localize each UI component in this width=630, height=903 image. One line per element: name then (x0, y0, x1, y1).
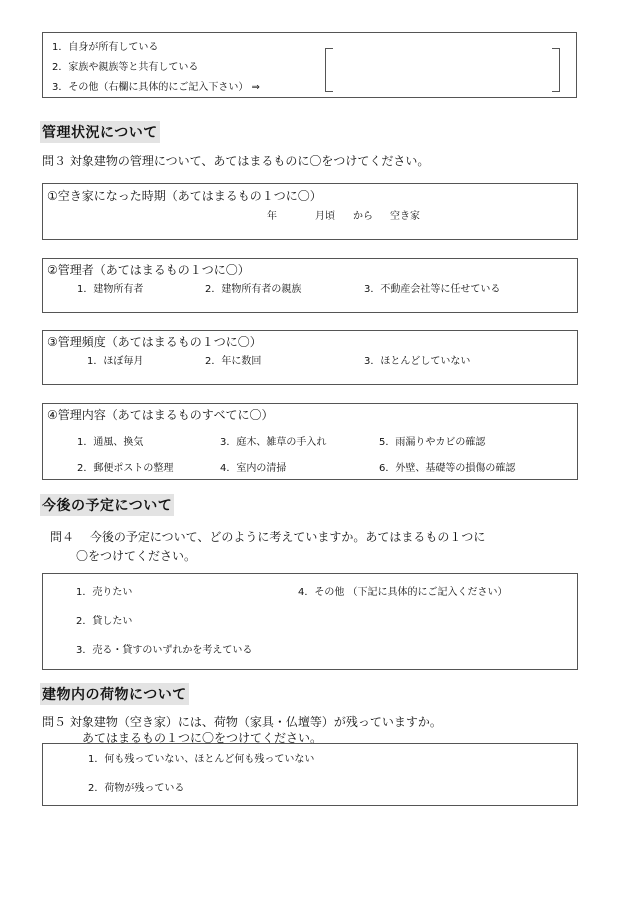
future-section-title: 今後の予定について (40, 494, 174, 516)
frequency-option-2[interactable]: 2．年に数回 (205, 356, 262, 367)
vacancy-from-label: から (353, 211, 373, 222)
vacancy-month-label: 月頃 (315, 211, 335, 222)
question-5-line-1: 問５ 対象建物（空き家）には、荷物（家具・仏壇等）が残っていますか。 (42, 715, 442, 729)
vacancy-year-input[interactable] (215, 207, 265, 221)
content-option-1[interactable]: 1．通風、換気 (77, 437, 144, 448)
management-section-title: 管理状況について (40, 121, 160, 143)
manager-option-3[interactable]: 3．不動産会社等に任せている (364, 284, 501, 295)
content-option-2[interactable]: 2．郵便ポストの整理 (77, 463, 174, 474)
question-3: 問３ 対象建物の管理について、あてはまるものに〇をつけてください。 (42, 154, 430, 168)
ownership-other-bracket-right (552, 48, 560, 92)
future-option-4[interactable]: 4．その他 （下記に具体的にご記入ください） (298, 587, 508, 598)
content-option-6[interactable]: 6．外壁、基礎等の損傷の確認 (379, 463, 516, 474)
vacancy-month-input[interactable] (282, 207, 312, 221)
ownership-other-input[interactable] (336, 50, 548, 90)
management-content-label: ④管理内容（あてはまるものすべてに〇） (47, 408, 274, 422)
frequency-label: ③管理頻度（あてはまるもの１つに〇） (47, 335, 262, 349)
manager-option-1[interactable]: 1．建物所有者 (77, 284, 144, 295)
content-option-4[interactable]: 4．室内の清掃 (220, 463, 287, 474)
contents-option-2[interactable]: 2．荷物が残っている (88, 783, 185, 794)
ownership-option-2[interactable]: 2．家族や親族等と共有している (52, 62, 199, 73)
contents-section-title: 建物内の荷物について (40, 683, 189, 705)
ownership-option-1[interactable]: 1．自身が所有している (52, 42, 159, 53)
vacancy-state-label: 空き家 (390, 211, 420, 222)
content-option-3[interactable]: 3．庭木、雑草の手入れ (220, 437, 327, 448)
frequency-option-1[interactable]: 1．ほぼ毎月 (87, 356, 144, 367)
future-option-3[interactable]: 3．売る・貸すのいずれかを考えている (76, 645, 253, 656)
question-4-line-1: 問４ 今後の予定について、どのように考えていますか。あてはまるもの１つに (50, 530, 486, 544)
contents-option-1[interactable]: 1．何も残っていない、ほとんど何も残っていない (88, 754, 315, 765)
vacancy-period-label: ①空き家になった時期（あてはまるもの１つに〇） (47, 189, 322, 203)
question-5-line-2: あてはまるもの１つに〇をつけてください。 (82, 731, 323, 745)
future-option-1[interactable]: 1．売りたい (76, 587, 133, 598)
manager-label: ②管理者（あてはまるもの１つに〇） (47, 263, 250, 277)
manager-option-2[interactable]: 2．建物所有者の親族 (205, 284, 302, 295)
content-option-5[interactable]: 5．雨漏りやカビの確認 (379, 437, 486, 448)
ownership-option-3[interactable]: 3．その他（右欄に具体的にご記入下さい） ⇒ (52, 82, 260, 93)
ownership-other-bracket-left (325, 48, 333, 92)
question-4-line-2: 〇をつけてください。 (76, 549, 197, 563)
future-option-2[interactable]: 2．貸したい (76, 616, 133, 627)
frequency-option-3[interactable]: 3．ほとんどしていない (364, 356, 471, 367)
vacancy-year-label: 年 (267, 211, 277, 222)
